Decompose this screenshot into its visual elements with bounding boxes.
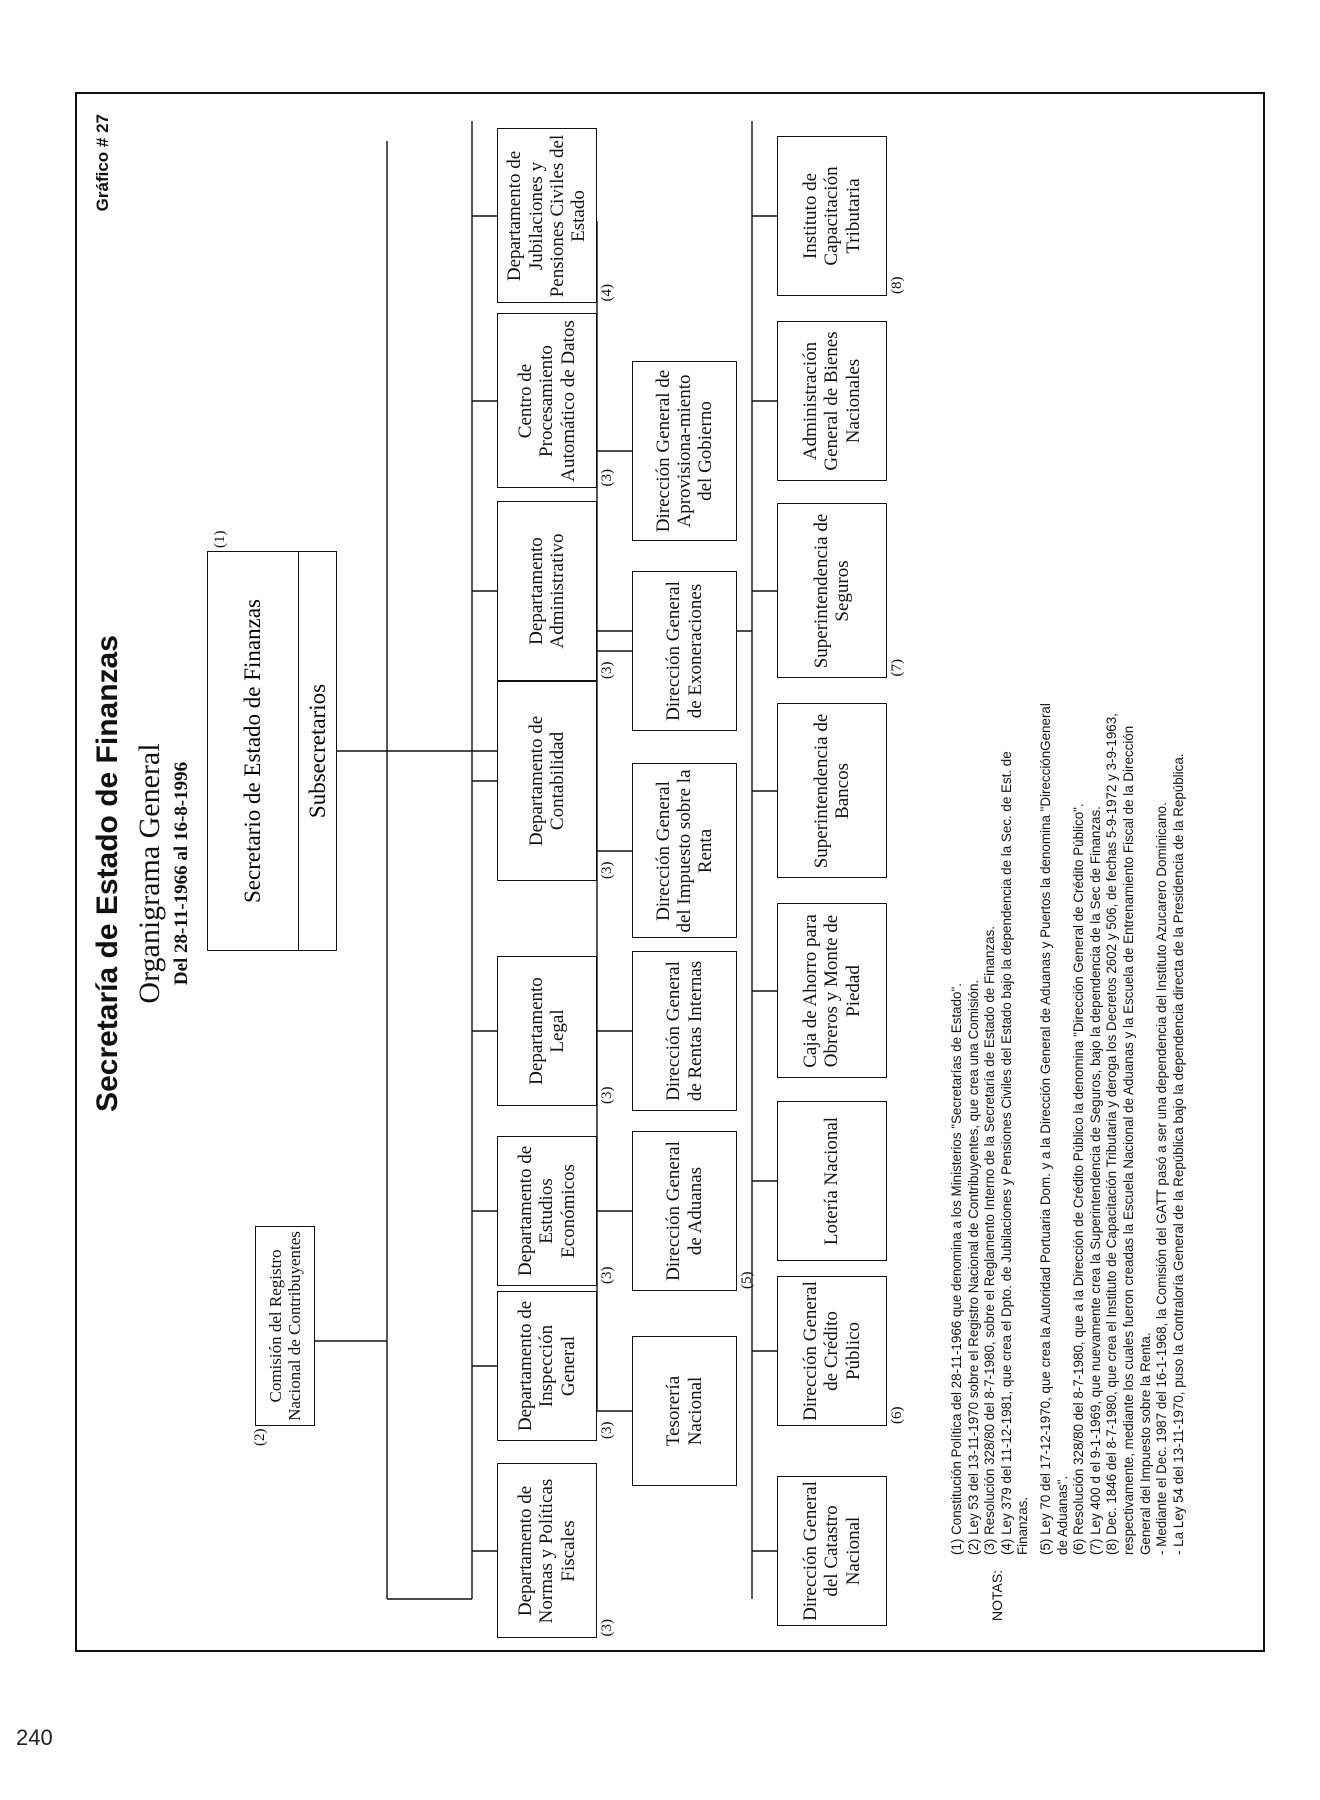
row2-unit-label: Dirección General de Aprovisiona-miento del Gobierno — [652, 369, 717, 533]
row3-unit-label: Superintendencia de Bancos — [810, 713, 853, 869]
row3-unit-box — [777, 321, 887, 481]
row1-unit-box — [497, 681, 597, 881]
row1-unit-label: Departamento Administrativo — [525, 533, 568, 649]
commission-label: Comisión del Registro Nacional de Contribuyentes — [265, 1231, 304, 1421]
row1-unit-label: Departamento de Contabilidad — [525, 715, 568, 847]
chart-subtitle: Organigrama General — [133, 743, 166, 1004]
row1-unit-label: Departamento de Estudios Económicos — [515, 1145, 579, 1277]
row1-unit-box — [497, 314, 597, 489]
note-line: respectivamente, mediante los cuales fueron creadas la Escuela Nacional de Aduanas y la Escuela de Entrenamiento Fiscal de la Dirección — [1121, 725, 1137, 1555]
row2-unit-box — [632, 764, 737, 939]
row2-unit-label: Tesorería Nacional — [663, 1375, 706, 1447]
row1-unit-box — [497, 129, 597, 304]
row1-unit-label: Centro de Procesamiento Automático de Datos — [515, 320, 579, 482]
chart-title: Secretaría de Estado de Finanzas — [91, 635, 124, 1112]
note-line: de Aduanas". — [1054, 1475, 1070, 1555]
notes-section — [949, 121, 1188, 1621]
row1-unit-box — [497, 501, 597, 681]
row1-unit-box — [497, 956, 597, 1106]
row2-unit-label: Dirección General del Impuesto sobre la Renta — [652, 769, 717, 933]
note-line: - Mediante el Dec. 1987 del 16-1-1968, la Comisión del GATT pasó a ser una dependencia del Instituto Azucarero Dominicano. — [1154, 802, 1170, 1555]
row1-unit-note: (3) — [599, 1266, 615, 1284]
note-line: (2) Ley 53 del 13-11-1970 sobre el Registro Nacional de Contribuyentes, que crea una Comisión. — [965, 979, 981, 1555]
note-line: (7) Ley 400 d el 9-1-1969, que nuevamente crea la Superintendencia de Seguros, bajo la dependencia de la Sec de Finanzas. — [1087, 806, 1103, 1555]
row3-unit-box — [777, 904, 887, 1079]
row2-unit-box — [632, 1131, 737, 1291]
row2-unit-box — [632, 571, 737, 731]
row3-unit-label: Instituto de Capacitación Tributaria — [800, 166, 864, 266]
row2-unit-label: Dirección General de Rentas Internas — [663, 960, 706, 1102]
note-line: General del Impuesto sobre la Renta. — [1137, 1332, 1153, 1555]
row2-unit-label: Dirección General de Aduanas — [663, 1141, 706, 1281]
row3-unit-box — [777, 1276, 887, 1426]
row2-unit-note: (5) — [739, 1271, 755, 1289]
row1-unit-box — [497, 1464, 597, 1639]
chart-frame — [75, 92, 1265, 1652]
row1-unit-label: Departamento Legal — [525, 977, 568, 1085]
row3-unit-label: Dirección General del Catastro Nacional — [800, 1481, 864, 1621]
row1-unit-note: (4) — [599, 284, 615, 302]
row1-unit-label: Departamento de Jubilaciones y Pensiones Civiles del Estado — [504, 134, 590, 298]
secretary-note: (1) — [212, 530, 228, 548]
row3-unit-note: (8) — [889, 276, 905, 294]
row3-unit-note: (7) — [889, 659, 905, 677]
note-line: (8) Dec. 1846 del 8-7-1980, que crea el Instituto de Capacitación Tributaria y deroga los Decretos 2602 y 506, de fechas 5-9-1972 y 3-9-1963, — [1104, 713, 1120, 1555]
note-line: - La Ley 54 del 13-11-1970, puso la Contraloría General de la República bajo la dependencia directa de la Presidencia de la República. — [1170, 753, 1186, 1555]
row1-unit-box — [497, 1136, 597, 1286]
commission-box — [255, 1226, 315, 1426]
row1-unit-note: (3) — [599, 1619, 615, 1637]
row3-unit-label: Dirección General de Crédito Público — [800, 1281, 864, 1421]
note-line: (4) Ley 379 del 11-12-1981, que crea el Dpto. de Jubilaciones y Pensiones Civiles del Estado bajo la dependencia de la Sec. de Est. de — [998, 751, 1014, 1555]
notes-header: NOTAS: — [989, 1569, 1005, 1621]
row1-unit-note: (3) — [599, 469, 615, 487]
row3-unit-label: Lotería Nacional — [821, 1116, 843, 1246]
commission-note: (2) — [252, 1428, 268, 1446]
row1-unit-note: (3) — [599, 661, 615, 679]
row1-unit-label: Departamento de Normas y Políticas Fiscales — [515, 1478, 579, 1624]
page-number: 240 — [16, 1725, 53, 1750]
row1-unit-note: (3) — [599, 1086, 615, 1104]
org-chart-sheet — [77, 96, 1263, 1651]
row1-unit-box — [497, 1291, 597, 1441]
secretary-box — [207, 551, 337, 951]
row1-unit-note: (3) — [599, 1421, 615, 1439]
row3-unit-box — [777, 136, 887, 296]
note-line: Finanzas. — [1015, 1496, 1031, 1555]
row3-unit-label: Administración General de Bienes Nacionales — [800, 331, 864, 471]
chart-dates: Del 28-11-1966 al 16-8-1996 — [171, 761, 192, 986]
row1-unit-note: (3) — [599, 861, 615, 879]
row2-unit-box — [632, 361, 737, 541]
notes-list — [949, 121, 1188, 1621]
note-line: (1) Constitución Política del 28-11-1966 que denomina a los Ministerios "Secretarías de Estado". — [949, 983, 964, 1555]
row3-unit-label: Caja de Ahorro para Obreros y Monte de Piedad — [800, 914, 864, 1068]
row2-unit-box — [632, 951, 737, 1111]
secretary-label: Secretario de Estado de Finanzas — [208, 552, 299, 950]
row3-unit-box — [777, 1101, 887, 1261]
row3-unit-box — [777, 1476, 887, 1626]
row2-unit-label: Dirección General de Exoneraciones — [663, 581, 706, 721]
undersecretaries-label: Subsecretarios — [305, 683, 330, 819]
note-line: (5) Ley 70 del 17-12-1970, que crea la Autoridad Portuaria Dom. y a la Dirección General de Aduanas y Puertos la denomina "DirecciónGeneral — [1038, 703, 1054, 1555]
row1-unit-label: Departamento de Inspección General — [515, 1300, 579, 1432]
note-line: (3) Resolución 328/80 del 8-7-1980, sobre el Reglamento Interno de la Secretaría de Estado de Finanzas. — [982, 925, 998, 1555]
row3-unit-box — [777, 504, 887, 679]
row3-unit-note: (6) — [889, 1406, 905, 1424]
row3-unit-box — [777, 704, 887, 879]
chart-number: Gráfico # 27 — [93, 114, 112, 212]
row3-unit-label: Superintendencia de Seguros — [810, 513, 853, 669]
row2-unit-box — [632, 1336, 737, 1486]
note-line: (6) Resolución 328/80 del 8-7-1980, que a la Dirección de Crédito Público la denomina "Dirección General de Crédito Público". — [1071, 803, 1087, 1555]
